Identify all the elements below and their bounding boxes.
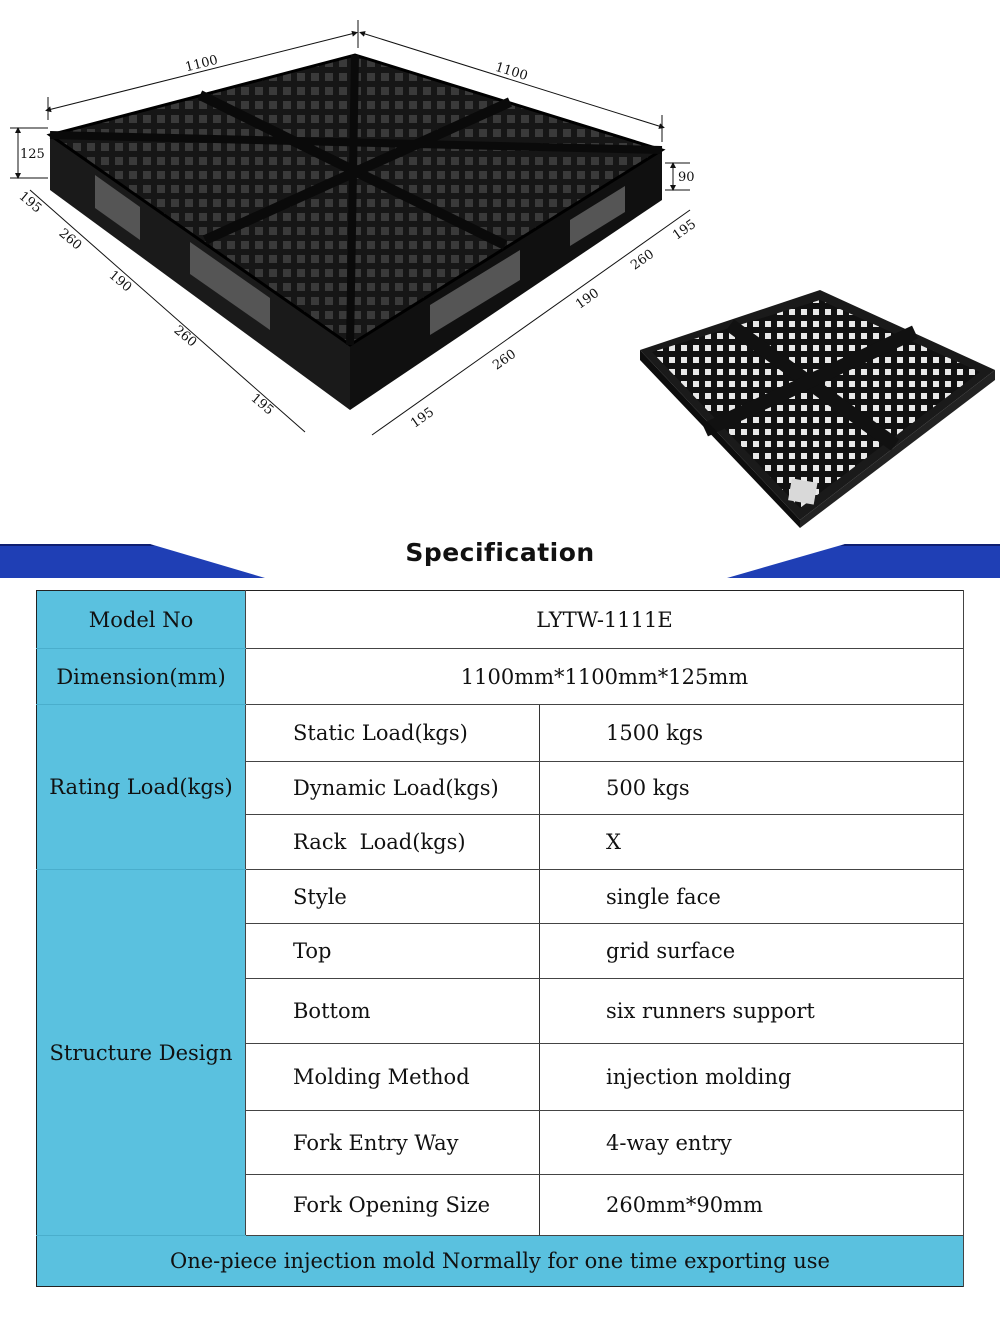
style-label: Style — [246, 870, 540, 924]
rack-load-label: Rack Load(kgs) — [246, 815, 540, 870]
style-value: single face — [540, 870, 964, 924]
dim-length-top-right: 1100 — [493, 59, 530, 84]
dim-left-2: 260 — [55, 225, 85, 254]
fork-entry-label: Fork Entry Way — [246, 1111, 540, 1175]
dynamic-load-label: Dynamic Load(kgs) — [246, 762, 540, 815]
spec-table — [36, 590, 964, 1287]
static-load-label: Static Load(kgs) — [246, 705, 540, 762]
rack-load-value: X — [540, 815, 964, 870]
dim-right-1: 195 — [408, 404, 438, 432]
bottom-value: six runners support — [540, 979, 964, 1044]
dim-height-right: 90 — [678, 170, 695, 185]
bottom-label: Bottom — [246, 979, 540, 1044]
dim-left-1: 195 — [15, 188, 45, 217]
pallet-dimension-drawing — [0, 0, 700, 470]
static-load-value: 1500 kgs — [540, 705, 964, 762]
model-label: Model No — [37, 591, 246, 649]
fork-entry-value: 4-way entry — [540, 1111, 964, 1175]
table-row — [37, 705, 964, 762]
dynamic-load-value: 500 kgs — [540, 762, 964, 815]
top-label: Top — [246, 924, 540, 979]
molding-method-label: Molding Method — [246, 1044, 540, 1111]
model-value: LYTW-1111E — [246, 591, 964, 649]
table-row — [37, 870, 964, 924]
dim-left-4: 260 — [170, 322, 200, 351]
dim-left-5: 195 — [247, 390, 277, 419]
dimension-label: Dimension(mm) — [37, 649, 246, 705]
dim-left-3: 190 — [105, 267, 135, 296]
fork-opening-label: Fork Opening Size — [246, 1175, 540, 1236]
dim-height-left: 125 — [20, 147, 45, 162]
fork-opening-value: 260mm*90mm — [540, 1175, 964, 1236]
structure-label: Structure Design — [37, 870, 246, 1236]
top-value: grid surface — [540, 924, 964, 979]
model-row — [37, 591, 964, 649]
dim-right-2: 260 — [490, 346, 520, 374]
pallet-body — [50, 52, 662, 410]
rating-label: Rating Load(kgs) — [37, 705, 246, 870]
dim-right-4: 260 — [628, 246, 658, 274]
dimension-row — [37, 649, 964, 705]
dim-right-3: 190 — [573, 285, 603, 313]
dim-length-top-left: 1100 — [183, 52, 220, 76]
footer-note: One-piece injection mold Normally for one time exporting use — [37, 1236, 964, 1287]
dim-right-5: 195 — [670, 216, 700, 244]
molding-method-value: injection molding — [540, 1044, 964, 1111]
pallet-bottom-photo — [630, 270, 1000, 530]
dimension-value: 1100mm*1100mm*125mm — [246, 649, 964, 705]
spec-title: Specification — [405, 538, 595, 567]
footer-row — [37, 1236, 964, 1287]
